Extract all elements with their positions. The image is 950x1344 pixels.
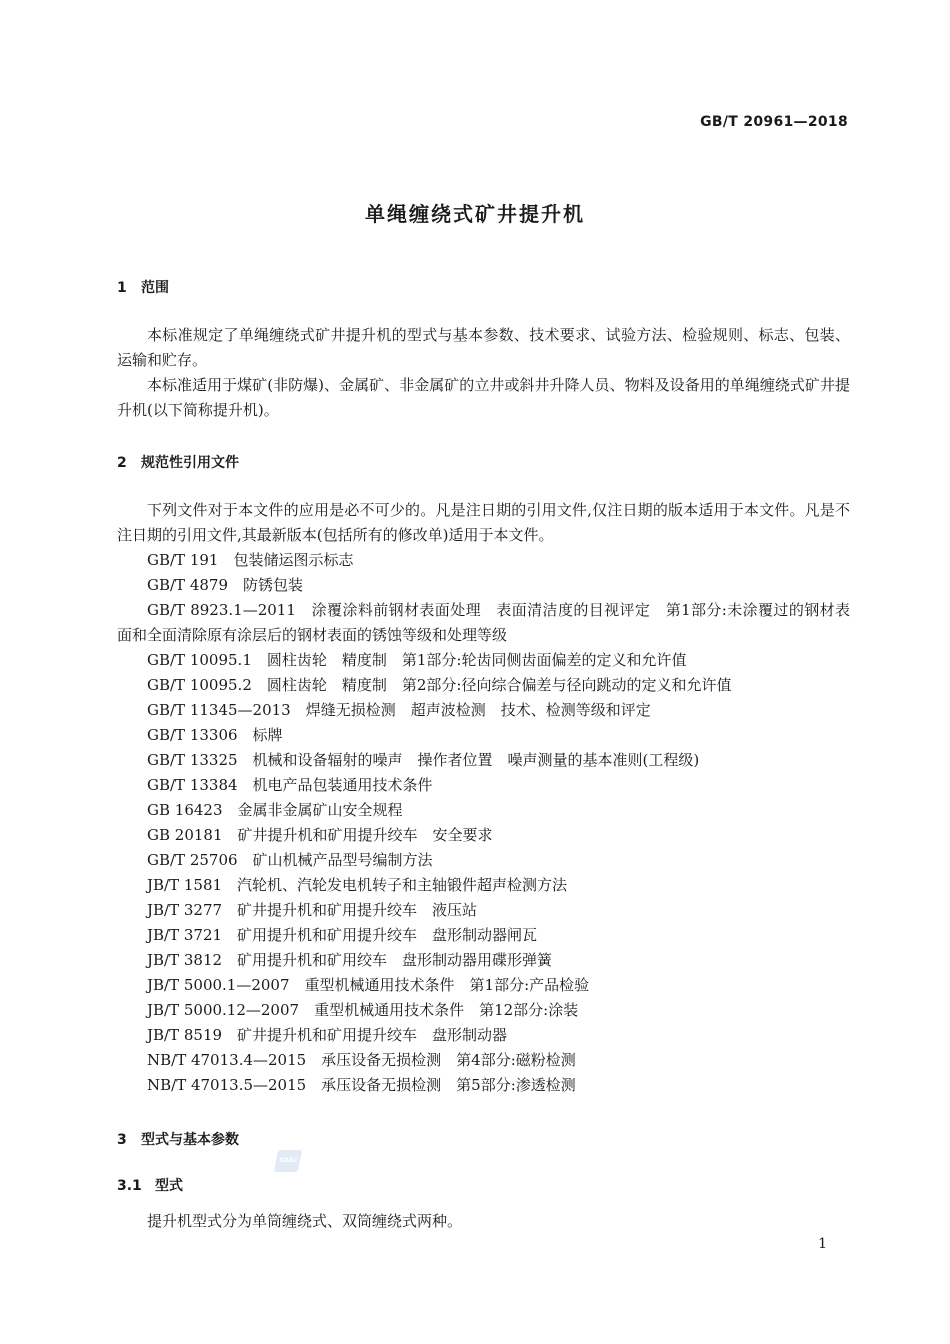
section-title: 规范性引用文件 xyxy=(141,455,239,471)
reference-item: GB 20181 矿井提升机和矿用提升绞车 安全要求 xyxy=(147,826,493,844)
section-2-heading xyxy=(117,452,239,472)
reference-item: JB/T 5000.12—2007 重型机械通用技术条件 第12部分:涂装 xyxy=(147,1001,579,1019)
watermark-logo: SDAC xyxy=(274,1150,303,1172)
section-number: 3 xyxy=(117,1132,127,1148)
section-title: 型式 xyxy=(155,1178,183,1194)
section-3-heading xyxy=(117,1129,239,1149)
scope-paragraph-1: 本标准规定了单绳缠绕式矿井提升机的型式与基本参数、技术要求、试验方法、检验规则、标志、包装、运输和贮存。 xyxy=(117,326,850,369)
section-number: 3.1 xyxy=(117,1178,142,1194)
reference-item: NB/T 47013.4—2015 承压设备无损检测 第4部分:磁粉检测 xyxy=(147,1051,576,1069)
reference-item: GB/T 25706 矿山机械产品型号编制方法 xyxy=(147,851,433,869)
reference-item: GB/T 11345—2013 焊缝无损检测 超声波检测 技术、检测等级和评定 xyxy=(147,701,651,719)
page-number: 1 xyxy=(818,1236,827,1252)
section-3-1-heading xyxy=(117,1175,183,1195)
references-intro: 下列文件对于本文件的应用是必不可少的。凡是注日期的引用文件,仅注日期的版本适用于本文件。凡是不注日期的引用文件,其最新版本(包括所有的修改单)适用于本文件。 xyxy=(117,501,850,544)
reference-item: GB/T 8923.1—2011 涂覆涂料前钢材表面处理 表面清洁度的目视评定 第1部分:未涂覆过的钢材表面和全面清除原有涂层后的钢材表面的锈蚀等级和处理等级 xyxy=(117,601,850,644)
type-paragraph: 提升机型式分为单筒缠绕式、双筒缠绕式两种。 xyxy=(147,1212,463,1230)
reference-item: JB/T 3277 矿井提升机和矿用提升绞车 液压站 xyxy=(147,901,478,919)
document-title: 单绳缠绕式矿井提升机 xyxy=(365,202,585,226)
section-1-heading xyxy=(117,277,169,297)
section-number: 1 xyxy=(117,280,127,296)
section-number: 2 xyxy=(117,455,127,471)
reference-item: JB/T 8519 矿井提升机和矿用提升绞车 盘形制动器 xyxy=(147,1026,508,1044)
reference-item: GB/T 4879 防锈包装 xyxy=(147,576,304,594)
scope-paragraph-2: 本标准适用于煤矿(非防爆)、金属矿、非金属矿的立井或斜井升降人员、物料及设备用的单绳缠绕式矿井提升机(以下简称提升机)。 xyxy=(117,376,850,419)
standard-number: GB/T 20961—2018 xyxy=(700,114,848,130)
reference-item: NB/T 47013.5—2015 承压设备无损检测 第5部分:渗透检测 xyxy=(147,1076,576,1094)
reference-item: GB/T 191 包装储运图示标志 xyxy=(147,551,354,569)
section-title: 范围 xyxy=(141,280,169,296)
reference-item: GB 16423 金属非金属矿山安全规程 xyxy=(147,801,403,819)
reference-item: JB/T 5000.1—2007 重型机械通用技术条件 第1部分:产品检验 xyxy=(147,976,590,994)
reference-item: GB/T 13306 标牌 xyxy=(147,726,283,744)
reference-item: JB/T 3721 矿用提升机和矿用提升绞车 盘形制动器闸瓦 xyxy=(147,926,538,944)
reference-item: JB/T 1581 汽轮机、汽轮发电机转子和主轴锻件超声检测方法 xyxy=(147,876,568,894)
reference-item: GB/T 10095.2 圆柱齿轮 精度制 第2部分:径向综合偏差与径向跳动的定义和允许值 xyxy=(147,676,732,694)
reference-item: GB/T 13325 机械和设备辐射的噪声 操作者位置 噪声测量的基本准则(工程级) xyxy=(147,751,700,769)
reference-item: GB/T 13384 机电产品包装通用技术条件 xyxy=(147,776,433,794)
reference-item: GB/T 10095.1 圆柱齿轮 精度制 第1部分:轮齿同侧齿面偏差的定义和允许值 xyxy=(147,651,687,669)
section-title: 型式与基本参数 xyxy=(141,1132,239,1148)
reference-item: JB/T 3812 矿用提升机和矿用绞车 盘形制动器用碟形弹簧 xyxy=(147,951,553,969)
